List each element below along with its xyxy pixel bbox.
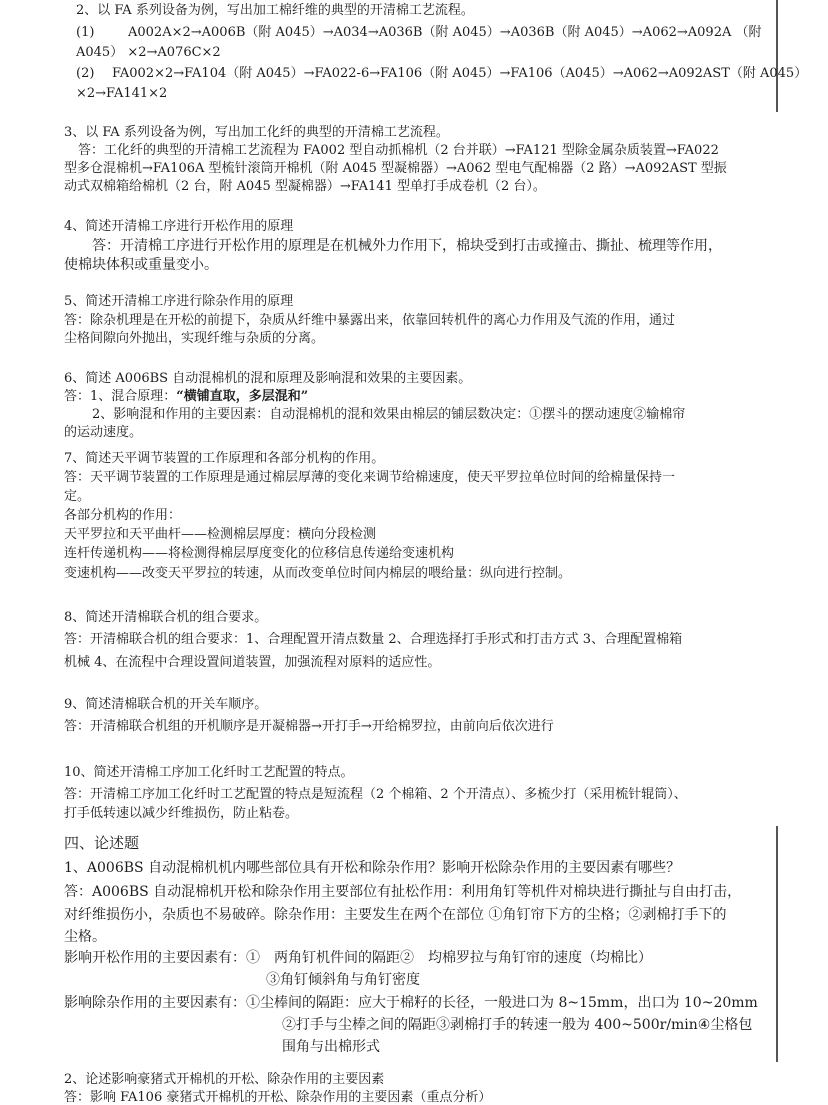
essay1-clean-factors-line1: 影响除杂作用的主要因素有：①尘棒间的隔距：应大于棉籽的长径，一般进口为 8~15mm，出口为 10~20mm <box>64 995 758 1011</box>
essay1-open-factors-line1: 影响开松作用的主要因素有：① 两角钉机件间的隔距② 均棉罗拉与角钉帘的速度（均棉比） <box>64 950 652 966</box>
q7-part2: 连杆传递机构——将检测得棉层厚度变化的位移信息传递给变速机构 <box>64 546 455 561</box>
q6-answer2-line1: 2、影响混和作用的主要因素：自动混棉机的混和效果由棉层的铺层数决定：①摆斗的摆动速度②输棉帘 <box>92 407 686 422</box>
q6-title: 6、简述 A006BS 自动混棉机的混和原理及影响混和效果的主要因素。 <box>64 371 472 386</box>
q10-answer-line1: 答：开清棉工序加工化纤时工艺配置的特点是短流程（2 个棉箱、2 个开清点）、多梳少打（采用梳针辊筒）、 <box>64 787 687 802</box>
q2-option1-label: (1) <box>76 25 95 40</box>
q4-answer-line1: 答：开清棉工序进行开松作用的原理是在机械外力作用下，棉块受到打击或撞击、撕扯、梳理等作用， <box>92 238 722 254</box>
q7-answer-line2: 定。 <box>64 489 91 504</box>
q4-answer-line2: 使棉块体积或重量变小。 <box>64 257 218 273</box>
essay1-clean-factors-line3: 围角与出棉形式 <box>282 1039 380 1055</box>
q7-parts-title: 各部分机构的作用： <box>64 508 182 523</box>
q2-option2-label: (2) <box>76 66 95 81</box>
q7-answer-line1: 答：天平调节装置的工作原理是通过棉层厚薄的变化来调节给棉速度，使天平罗拉单位时间的给棉量保持一 <box>64 470 676 485</box>
essay1-clean-factors-line2: ②打手与尘棒之间的隔距③剥棉打手的转速一般为 400~500r/min④尘格包 <box>282 1017 753 1033</box>
q6-answer2-line2: 的运动速度。 <box>64 425 143 440</box>
q8-answer-line2: 机械 4、在流程中合理设置间道装置，加强流程对原料的适应性。 <box>64 655 441 670</box>
q5-answer-line1: 答：除杂机理是在开松的前提下，杂质从纤维中暴露出来，依靠回转机件的离心力作用及气流的作用，通过 <box>64 313 676 328</box>
q2-title: 2、以 FA 系列设备为例，写出加工棉纤维的典型的开清棉工艺流程。 <box>76 3 474 18</box>
q2-option2-line1: FA002×2→FA104（附 A045）→FA022-6→FA106（附 A045）→FA106（A045）→A062→A092AST（附 A045） <box>112 66 808 81</box>
q6-answer-prefix: 答：1、混合原理： <box>64 389 177 404</box>
q2-option1-line1: A002A×2→A006B（附 A045）→A034→A036B（附 A045）→A036B（附 A045）→A062→A092A （附 <box>128 25 762 40</box>
q8-answer-line1: 答：开清棉联合机的组合要求：1、合理配置开清点数量 2、合理选择打手形式和打击方式 3、合理配置棉箱 <box>64 632 683 647</box>
q4-title: 4、简述开清棉工序进行开松作用的原理 <box>64 219 294 234</box>
essay1-answer-line3: 尘格。 <box>64 929 106 945</box>
essay1-title: 1、A006BS 自动混棉机机内哪些部位具有开松和除杂作用？影响开松除杂作用的主要因素有哪些？ <box>64 860 681 876</box>
q3-answer-line2: 型多仓混棉机→FA106A 型梳针滚筒开棉机（附 A045 型凝棉器）→A062 型电气配棉器（2 路）→A092AST 型振 <box>64 161 727 176</box>
q2-option2-line2: ×2→FA141×2 <box>76 86 168 101</box>
essay2-title: 2、论述影响豪猪式开棉机的开松、除杂作用的主要因素 <box>64 1072 385 1087</box>
q8-title: 8、简述开清棉联合机的组合要求。 <box>64 610 268 625</box>
q7-part3: 变速机构——改变天平罗拉的转速，从而改变单位时间内棉层的喂给量：纵向进行控制。 <box>64 566 572 581</box>
essay1-open-factors-line2: ③角钉倾斜角与角钉密度 <box>266 972 420 988</box>
q9-title: 9、简述清棉联合机的开关车顺序。 <box>64 697 268 712</box>
q6-answer-bold: “横铺直取，多层混和” <box>176 389 309 404</box>
q5-answer-line2: 尘格间隙向外抛出，实现纤维与杂质的分离。 <box>64 331 325 346</box>
q3-answer-line1: 答：工化纤的典型的开清棉工艺流程为 FA002 型自动抓棉机（2 台并联）→FA121 型除金属杂质装置→FA022 <box>78 143 719 158</box>
q6-answer-line1 <box>64 390 308 403</box>
q10-answer-line2: 打手低转速以减少纤维损伤，防止粘卷。 <box>64 806 299 821</box>
q10-title: 10、简述开清棉工序加工化纤时工艺配置的特点。 <box>64 765 354 780</box>
q7-title: 7、简述天平调节装置的工作原理和各部分机构的作用。 <box>64 451 385 466</box>
essay2-answer-line1: 答：影响 FA106 豪猪式开棉机的开松、除杂作用的主要因素（重点分析） <box>64 1090 492 1105</box>
scan-edge-mark-bottom <box>776 826 778 1062</box>
essay1-answer-line2: 对纤维损伤小，杂质也不易破碎。除杂作用：主要发生在两个在部位 ①角钉帘下方的尘格；②剥棉打手下的 <box>64 907 727 923</box>
section4-heading: 四、论述题 <box>64 834 140 852</box>
scan-edge-mark-top <box>776 0 778 112</box>
q5-title: 5、简述开清棉工序进行除杂作用的原理 <box>64 294 294 309</box>
q9-answer-line1: 答：开清棉联合机组的开机顺序是开凝棉器→开打手→开给棉罗拉，由前向后依次进行 <box>64 719 554 734</box>
essay1-answer-line1: 答：A006BS 自动混棉机开松和除杂作用主要部位有扯松作用：利用角钉等机件对棉块进行撕扯与自由打击， <box>64 884 742 900</box>
q3-answer-line3: 动式双棉箱给棉机（2 台，附 A045 型凝棉器）→FA141 型单打手成卷机（2 台）。 <box>64 179 546 194</box>
q3-title: 3、以 FA 系列设备为例，写出加工化纤的典型的开清棉工艺流程。 <box>64 125 449 140</box>
q2-option1-line2: A045） ×2→A076C×2 <box>76 45 221 60</box>
q7-part1: 天平罗拉和天平曲杆——检测棉层厚度：横向分段检测 <box>64 527 377 542</box>
